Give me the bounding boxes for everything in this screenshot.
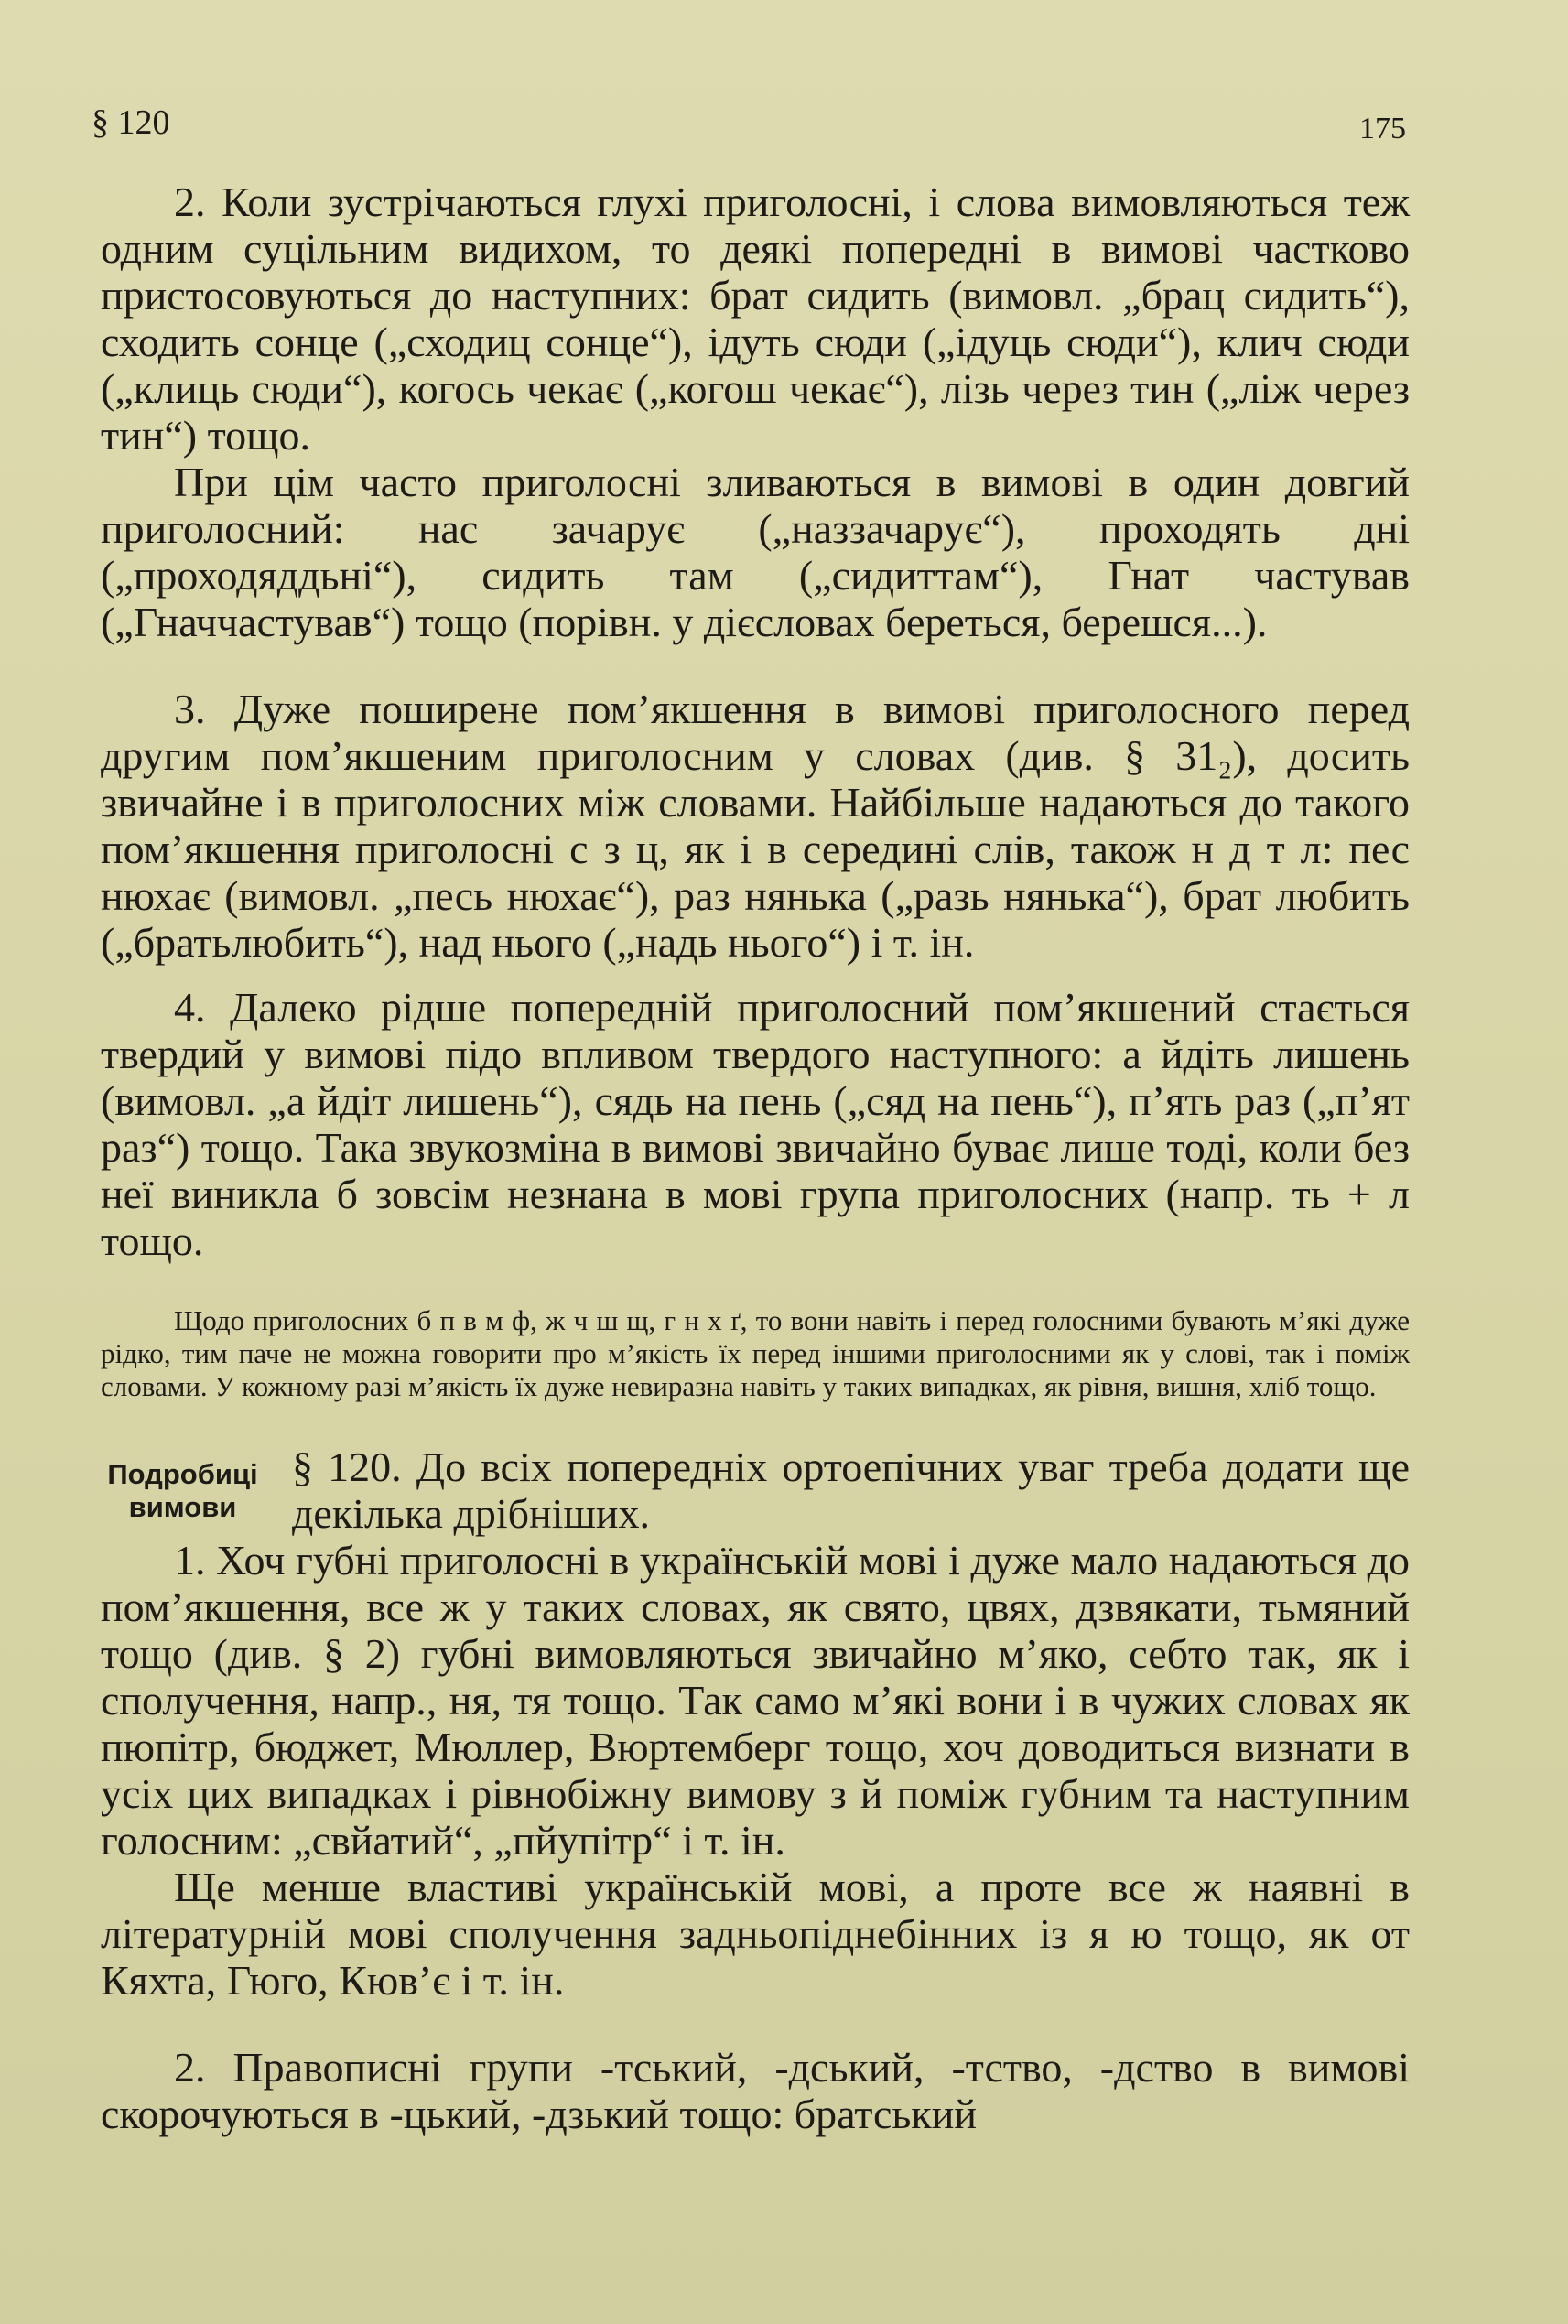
paragraph-4: 4. Далеко рідше попередній приголосний пом’якшений стається твердий у вимові підо впливом твердого наступного: а йдіть лишень (вимовл. „а йдіт лишень“), сядь на пень („сяд на пень“), п’ять раз („п’ят раз“) тощо. Така звукозміна в вимові звичайно буває лише тоді, коли без неї виникла б зовсім незнана в мові група приголосних (напр. ть + л тощо. xyxy=(101,984,1410,1264)
main-text xyxy=(101,178,1410,2137)
paragraph-2-continued: При цім часто приголосні зливаються в вимові в один довгий приголосний: нас зачарує („наззачарує“), проходять дні („проходяддьні“), сидить там („сидиттам“), Гнат частував („Гначчастував“) тощо (порівн. у дієсловах береться, берешся...). xyxy=(101,459,1410,645)
margin-heading: Подробиці вимови xyxy=(107,1458,258,1523)
paragraph-3: 3. Дуже поширене пом’якшення в вимові приголосного перед другим пом’якшеним приголосним у словах (див. § 31₂), досить звичайне і в приголосних між словами. Найбільше надаються до такого пом’якшення приголосні с з ц, як і в середині слів, також н д т л: пес нюхає (вимовл. „песь нюхає“), раз нянька („разь нянька“), брат любить („братьлюбить“), над нього („надь нього“) і т. ін. xyxy=(101,686,1410,966)
page-number: 175 xyxy=(1359,112,1406,146)
section-120-point-1-continued: Ще менше властиві українській мові, а проте все ж наявні в літературній мові сполучення задньопіднебінних із я ю тощо, як от Кяхта, Гюго, Кюв’є і т. ін. xyxy=(101,1864,1410,2004)
section-120-point-2: 2. Правописні групи -тський, -дський, -тство, -дство в вимові скорочуються в -цький, -дзький тощо: братський xyxy=(101,2044,1410,2137)
section-120-intro: § 120. До всіх попередніх ортоепічних уваг треба додати ще декілька дрібніших. xyxy=(292,1443,1410,1537)
small-print-note: Щодо приголосних б п в м ф, ж ч ш щ, г н х ґ, то вони навіть і перед голосними бувають м’які дуже рідко, тим паче не можна говорити про м’якість їх перед іншими приголосними як у слові, так і поміж словами. У кожному разі м’якість їх дуже невиразна навіть у таких випадках, як рівня, вишня, хліб тощо. xyxy=(101,1304,1410,1402)
running-head-section: § 120 xyxy=(92,103,170,142)
paragraph-2: 2. Коли зустрічаються глухі приголосні, і слова вимовляються теж одним суцільним видихом, то деякі попередні в вимові частково пристосовуються до наступних: брат сидить (вимовл. „брац сидить“), сходить сонце („сходиц сонце“), ідуть сюди („ідуць сюди“), клич сюди („клиць сюди“), когось чекає („когош чекає“), лізь через тин („ліж через тин“) тощо. xyxy=(101,178,1410,459)
section-120 xyxy=(101,1443,1410,1864)
section-120-point-1: 1. Хоч губні приголосні в українській мові і дуже мало надаються до пом’якшення, все ж у таких словах, як свято, цвях, дзвякати, тьмяний тощо (див. § 2) губні вимовляються звичайно м’яко, себто так, як і сполучення, напр., ня, тя тощо. Так само м’які вони і в чужих словах як пюпітр, бюджет, Мюллер, Вюртемберг тощо, хоч доводиться визнати в усіх цих випадках і рівнобіжну вимову з й поміж губним та наступним голосним: „свйатий“, „пйупітр“ і т. ін. xyxy=(101,1537,1410,1864)
